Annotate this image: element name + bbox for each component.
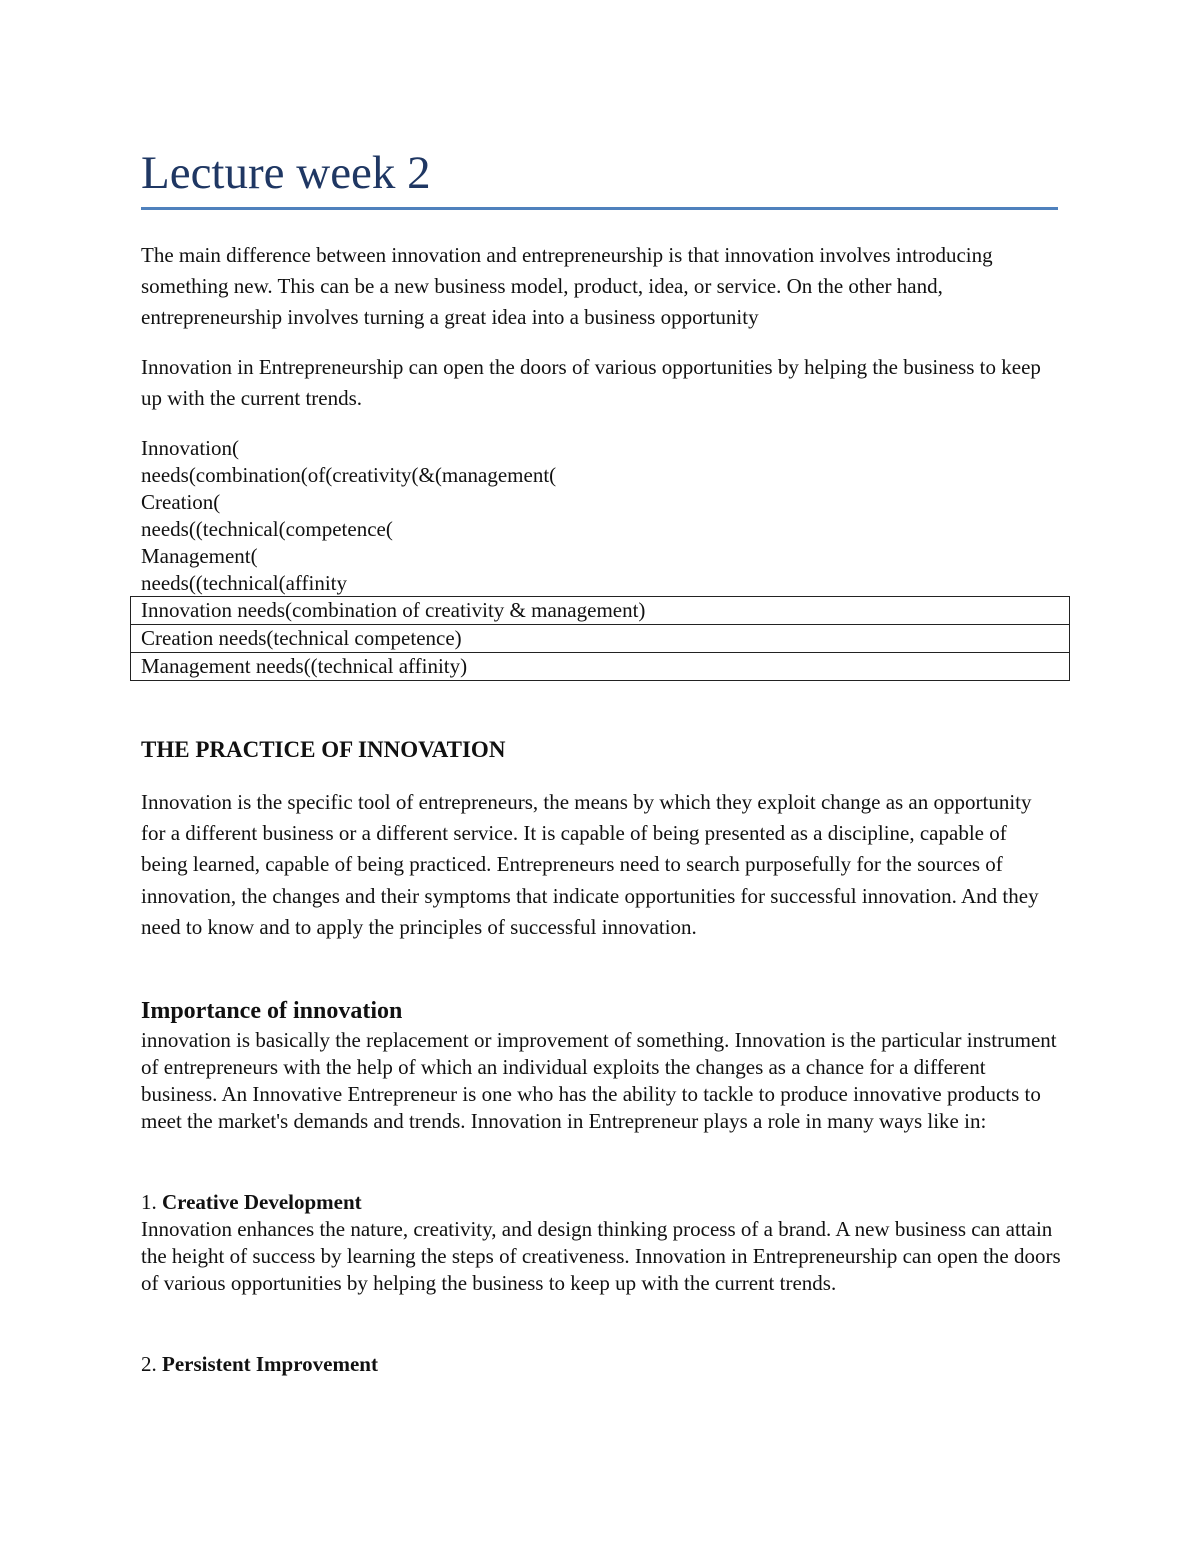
- list-item-label: Creative Development: [162, 1190, 362, 1214]
- plain-line: needs((technical(competence(: [141, 517, 393, 541]
- table-row: [131, 597, 1070, 625]
- list-item-number: 1.: [141, 1190, 157, 1214]
- list-item-heading: [141, 1351, 378, 1378]
- second-paragraph: Innovation in Entrepreneurship can open the doors of various opportunities by helping the business to keep up with the current trends.: [141, 355, 1041, 410]
- practice-heading: THE PRACTICE OF INNOVATION: [141, 737, 506, 762]
- plain-line: Creation(: [141, 490, 221, 514]
- plain-line: needs((technical(affinity: [141, 571, 348, 595]
- plain-line: needs(combination(of(creativity(&(management(: [141, 463, 557, 487]
- needs-table: [130, 596, 1070, 681]
- practice-paragraph: Innovation is the specific tool of entrepreneurs, the means by which they exploit change as an opportunity for a different business or a different service. It is capable of being presented as a discipline, capable of being learned, capable of being practiced. Entrepreneurs need to search purposefully for the sources of innovation, the changes and their symptoms that indicate opportunities for successful innovation. And they need to know and to apply the principles of successful innovation.: [141, 790, 1039, 939]
- importance-paragraph: innovation is basically the replacement or improvement of something. Innovation is the particular instrument of entrepreneurs with the help of which an individual exploits the changes as a chance for a different business. An Innovative Entrepreneur is one who has the ability to tackle to produce innovative products to meet the market's demands and trends. Innovation in Entrepreneur plays a role in many ways like in:: [141, 1028, 1057, 1133]
- table-row: [131, 653, 1070, 681]
- list-item-heading: [141, 1189, 362, 1216]
- table-cell: Innovation needs(combination of creativity & management): [131, 597, 1070, 625]
- importance-heading: Importance of innovation: [141, 998, 403, 1024]
- plain-line: Management(: [141, 544, 258, 568]
- table-row: [131, 625, 1070, 653]
- title-underline: [141, 207, 1058, 210]
- list-item-number: 2.: [141, 1352, 157, 1376]
- document-title: Lecture week 2: [141, 147, 431, 199]
- creative-development-paragraph: Innovation enhances the nature, creativity, and design thinking process of a brand. A new business can attain the height of success by learning the steps of creativeness. Innovation in Entrepreneurship can open the doors of various opportunities by helping the business to keep up with the current trends.: [141, 1217, 1061, 1295]
- table-cell: Management needs((technical affinity): [131, 653, 1070, 681]
- plain-lines-block: [141, 435, 556, 597]
- intro-paragraph: The main difference between innovation and entrepreneurship is that innovation involves introducing something new. This can be a new business model, product, idea, or service. On the other hand, entrepreneurship involves turning a great idea into a business opportunity: [141, 243, 993, 329]
- list-item-label: Persistent Improvement: [162, 1352, 378, 1376]
- table-cell: Creation needs(technical competence): [131, 625, 1070, 653]
- plain-line: Innovation(: [141, 436, 239, 460]
